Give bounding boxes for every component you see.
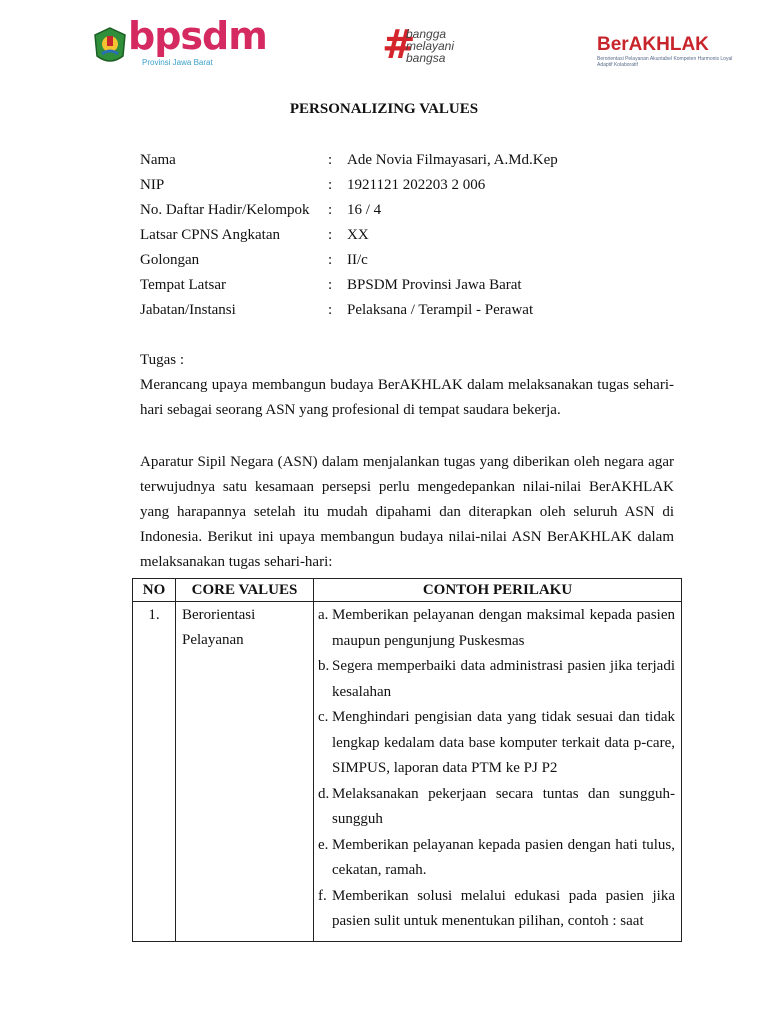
column-header-no: NO: [133, 579, 176, 602]
info-row-nama: [140, 148, 680, 173]
table-row: [133, 602, 682, 942]
core-value-line: Pelayanan: [182, 632, 244, 648]
info-colon: :: [328, 227, 333, 243]
example-letter: c.: [318, 709, 329, 725]
example-letter: a.: [318, 607, 329, 623]
info-value: 16 / 4: [347, 202, 382, 218]
info-colon: :: [328, 252, 333, 268]
info-colon: :: [328, 177, 333, 193]
example-text: Memberikan pelayanan kepada pasien dengan hati tulus, cekatan, ramah.: [332, 836, 675, 878]
identity-block: [140, 148, 680, 323]
column-header-contoh-perilaku: CONTOH PERILAKU: [314, 579, 682, 602]
example-item: [318, 603, 675, 654]
berakhlak-logo-subtext: Berorientasi Pelayanan Akuntabel Kompeten Harmonis Loyal Adaptif Kolaboratif: [597, 56, 733, 68]
info-row-tempat: [140, 273, 680, 298]
info-value: II/c: [347, 252, 368, 268]
hashtag-icon: #: [382, 22, 416, 68]
berakhlak-logo-text: BerAKHLAK: [597, 34, 709, 55]
info-row-daftar-hadir: [140, 198, 680, 223]
task-description: Merancang upaya membangun budaya BerAKHLAK dalam melaksanakan tugas sehari-hari sebagai seorang ASN yang profesional di tempat saudara bekerja.: [140, 377, 674, 418]
info-colon: :: [328, 202, 333, 218]
column-header-core-values: CORE VALUES: [176, 579, 314, 602]
core-values-table: [132, 578, 682, 942]
bpsdm-logo-subtext: Provinsi Jawa Barat: [142, 58, 213, 67]
info-value: BPSDM Provinsi Jawa Barat: [347, 277, 522, 293]
info-row-golongan: [140, 248, 680, 273]
bangga-melayani-bangsa-logo: [382, 22, 482, 74]
info-label: Golongan: [140, 252, 200, 268]
example-item: [318, 884, 675, 935]
tagline-line-2: melayani: [406, 39, 455, 53]
example-text: Menghindari pengisian data yang tidak sesuai dan tidak lengkap kedalam data base komputer terkait data p-care, SIMPUS, laporan data PTM ke PJ P2: [332, 709, 675, 776]
tagline-line-1: bangga: [406, 27, 447, 41]
example-text: Melaksanakan pekerjaan secara tuntas dan sungguh-sungguh: [332, 785, 675, 827]
info-row-jabatan: [140, 298, 680, 323]
info-colon: :: [328, 152, 333, 168]
example-letter: d.: [318, 785, 330, 802]
intro-paragraph: Aparatur Sipil Negara (ASN) dalam menjalankan tugas yang diberikan oleh negara agar terwujudnya satu kesamaan persepsi perlu mengedepankan nilai-nilai BerAKHLAK yang harapannya setelah itu mudah dipahami dan diterapkan oleh seluruh ASN di Indonesia. Berikut ini upaya membangun budaya nilai-nilai ASN BerAKHLAK dalam melaksanakan tugas sehari-hari:: [140, 454, 674, 570]
core-value-cell: [176, 602, 314, 942]
example-text: Memberikan solusi melalui edukasi pada pasien jika pasien sulit untuk menentukan pilihan, contoh : saat: [332, 887, 675, 929]
row-number: 1.: [133, 602, 176, 942]
info-value: 1921121 202203 2 006: [347, 177, 486, 193]
example-item: [318, 782, 675, 833]
info-colon: :: [328, 302, 333, 318]
examples-cell: [314, 602, 682, 942]
example-item: [318, 654, 675, 705]
info-colon: :: [328, 277, 333, 293]
example-letter: b.: [318, 658, 330, 674]
bpsdm-logo-text: bpsdm: [128, 14, 267, 58]
document-title: PERSONALIZING VALUES: [289, 101, 479, 117]
info-label: No. Daftar Hadir/Kelompok: [140, 202, 310, 218]
info-label: Tempat Latsar: [140, 277, 226, 293]
bpsdm-logo: [92, 14, 267, 72]
west-java-seal-icon: [92, 26, 128, 68]
document-header: [0, 0, 768, 90]
example-letter: f.: [318, 887, 327, 904]
berakhlak-logo: [597, 34, 747, 78]
info-label: Jabatan/Instansi: [140, 302, 236, 318]
info-value: Ade Novia Filmayasari, A.Md.Kep: [347, 152, 558, 168]
example-text: Segera memperbaiki data administrasi pasien jika terjadi kesalahan: [332, 658, 675, 700]
info-label: Latsar CPNS Angkatan: [140, 227, 280, 243]
task-label: Tugas :: [140, 352, 185, 368]
info-value: XX: [347, 227, 369, 243]
info-value: Pelaksana / Terampil - Perawat: [347, 302, 534, 318]
example-item: [318, 833, 675, 884]
info-row-nip: [140, 173, 680, 198]
core-value-line: Berorientasi: [182, 607, 256, 623]
info-label: Nama: [140, 152, 176, 168]
info-row-angkatan: [140, 223, 680, 248]
example-letter: e.: [318, 836, 329, 853]
example-item: [318, 705, 675, 782]
table-header-row: [133, 579, 682, 602]
info-label: NIP: [140, 177, 165, 193]
example-text: Memberikan pelayanan dengan maksimal kepada pasien maupun pengunjung Puskesmas: [332, 607, 675, 649]
tagline-line-3: bangsa: [406, 51, 446, 65]
